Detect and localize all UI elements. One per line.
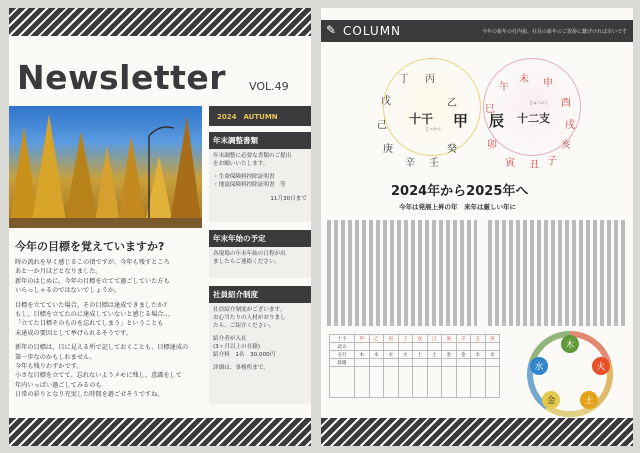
article-heading: 今年の目標を覚えていますか? xyxy=(15,240,165,253)
junishi-label: 十二支 xyxy=(517,112,550,125)
table-row-label: 読み xyxy=(330,343,355,351)
footer-stripe xyxy=(321,418,633,446)
article-line: 目標を立てていた場合、その目標は達成できましたか? xyxy=(15,301,167,309)
table-cell: 金 xyxy=(456,351,471,359)
table-cell: 土 xyxy=(427,351,442,359)
section-line: 紹介料 1名 30,000円 xyxy=(213,352,276,358)
junishi-char: 子 xyxy=(547,156,557,167)
table-cell: 癸 xyxy=(485,335,500,343)
jikkan-char: 己 xyxy=(377,120,387,131)
junishi-reading: じゅうにし xyxy=(529,100,549,105)
autumn-ginkgo-photo xyxy=(9,106,202,228)
article-line: もし、目標を立てたのに達成していないと感じる場合… xyxy=(15,311,170,319)
year-end-adjustment-section xyxy=(209,132,311,222)
junishi-char: 卯 xyxy=(487,140,497,151)
wood-label: 木 xyxy=(565,340,575,351)
newsletter-title: Newsletter xyxy=(17,58,227,97)
section-title: 年末調整書類 xyxy=(209,132,311,149)
table-row-label: 五行 xyxy=(330,351,355,359)
jikkan-char: 丁 xyxy=(399,74,409,85)
subheadline: 今年は発展上昇の年 来年は厳しい年に xyxy=(399,203,516,211)
jikkan-reading: じっかん xyxy=(425,126,441,131)
column-caption: 今年の新年の社内報、社長の新年のご挨拶に繋げければ幸いです xyxy=(481,29,627,35)
column-title: COLUMN xyxy=(343,24,402,38)
jikkan-char: 辛 xyxy=(405,158,415,169)
fire-node xyxy=(592,357,610,375)
section-line: 年末調整に必要な書類のご提出 xyxy=(213,153,292,159)
article-line: 今年も残りわずかです。 xyxy=(15,363,83,371)
section-line: 紹介者が入社 xyxy=(213,336,247,342)
section-line: をお願いいたします。 xyxy=(213,161,269,167)
article-line: 時の流れを早く感じるこの頃ですが、今年も残すところ xyxy=(15,259,170,266)
article-body xyxy=(15,258,205,400)
junishi-char: 亥 xyxy=(561,140,571,151)
water-label: 水 xyxy=(534,362,544,373)
table-cell: 庚 xyxy=(442,335,457,343)
junishi-char: 未 xyxy=(519,74,529,85)
junishi-char: 戌 xyxy=(565,120,575,131)
column-page xyxy=(321,8,633,446)
footer-stripe xyxy=(9,418,311,446)
junishi-char: 酉 xyxy=(561,98,571,109)
section-line: 詳細は、事務所まで。 xyxy=(213,365,269,371)
fire-label: 火 xyxy=(596,362,606,373)
junishi-year-char: 辰 xyxy=(489,112,505,130)
junishi-char: 午 xyxy=(499,82,509,93)
jikkan-char: 戊 xyxy=(381,96,391,107)
earth-label: 土 xyxy=(584,396,594,407)
jikkan-char: 乙 xyxy=(447,98,457,109)
article-line: いらっしゃるのではないでしょうか。 xyxy=(15,287,121,295)
headline: 2024年から2025年へ xyxy=(391,184,529,199)
section-line: お心当たりの人材がおりまし xyxy=(213,315,286,321)
junishi-char: 丑 xyxy=(529,160,539,171)
table-cell: 水 xyxy=(471,351,486,359)
table-cell: 木 xyxy=(369,351,384,359)
table-cell: 丙 xyxy=(384,335,399,343)
jikkan-char: 庚 xyxy=(383,144,393,155)
table-cell: 己 xyxy=(427,335,442,343)
section-body xyxy=(209,247,311,269)
table-cell: 甲 xyxy=(355,335,370,343)
table-cell: 金 xyxy=(442,351,457,359)
table-cell: 壬 xyxy=(471,335,486,343)
section-body xyxy=(209,303,311,375)
table-row-label: 陰陽 xyxy=(330,359,355,367)
jikkan-table xyxy=(329,334,500,398)
article-line: 「立てた目標そのものを忘れてしまう」ということも xyxy=(15,320,164,328)
section-line: たら、ご紹介ください。 xyxy=(213,323,275,329)
table-cell: 火 xyxy=(398,351,413,359)
section-line: ましたらご連絡ください。 xyxy=(213,259,281,265)
table-cell: 火 xyxy=(384,351,399,359)
volume-number: VOL.49 xyxy=(249,80,289,93)
column-header xyxy=(321,20,633,42)
junishi-char: 寅 xyxy=(505,158,515,169)
season-label: 2024 AUTUMN xyxy=(217,113,278,121)
jikkan-char: 壬 xyxy=(429,158,439,169)
section-title: 社員紹介制度 xyxy=(209,286,311,303)
metal-node xyxy=(542,391,560,409)
referral-program-section xyxy=(209,286,311,404)
earth-node xyxy=(580,391,598,409)
section-body xyxy=(209,149,311,206)
season-banner xyxy=(209,106,311,126)
article-line: あと一か月ほどとなりました。 xyxy=(15,268,102,276)
article-line: 日常の彩りとなり充実した時間を過ごせそうですね。 xyxy=(15,391,164,399)
article-line: 年内いっぱい過ごしてみるのも xyxy=(15,381,102,389)
table-cell: 丁 xyxy=(398,335,413,343)
header-stripe xyxy=(9,8,311,36)
five-elements-wheel xyxy=(515,326,625,422)
table-cell: 水 xyxy=(485,351,500,359)
section-line: 社員紹介制度がございます。 xyxy=(213,307,286,313)
table-cell: 辛 xyxy=(456,335,471,343)
vertical-body-text xyxy=(327,220,627,332)
water-node xyxy=(530,357,548,375)
section-line: ・地震保険料控除証明書 等 xyxy=(213,182,286,188)
table-cell: 木 xyxy=(355,351,370,359)
jikkan-char: 癸 xyxy=(447,144,457,155)
section-line: ・生命保険料控除証明書 xyxy=(213,174,275,180)
article-line: 第一歩なのかもしれません。 xyxy=(15,353,96,361)
junishi-char: 巳 xyxy=(485,104,495,115)
junishi-char: 申 xyxy=(543,78,553,89)
section-title: 年末年始の予定 xyxy=(209,230,311,247)
new-year-schedule-section xyxy=(209,230,311,278)
table-cell: 戊 xyxy=(413,335,428,343)
table-row-label: 十干 xyxy=(330,335,355,343)
deadline: 11月30日まで xyxy=(270,196,307,202)
table-cell: 土 xyxy=(413,351,428,359)
newsletter-page xyxy=(9,8,311,446)
tree-illustration xyxy=(9,106,202,228)
wood-node xyxy=(561,335,579,353)
article-line: 新年の目標は、目に見える所で記しておくことも、目標達成の xyxy=(15,344,189,352)
metal-label: 金 xyxy=(546,396,556,407)
section-line: (3ヶ月以上の在籍) xyxy=(213,344,261,350)
pencil-icon: ✎ xyxy=(326,23,337,37)
section-line: 各現場の年末年始の日程が出 xyxy=(213,251,286,257)
article-line: 小さな目標を立てて、忘れないようメモに残し、意識をして xyxy=(15,372,182,380)
jikkan-label: 十干 xyxy=(409,112,434,126)
table-cell: 乙 xyxy=(369,335,384,343)
article-line: 新年のはじめに、今年の目標を立てて過ごしていた方も xyxy=(15,277,170,285)
jikkan-year-char: 甲 xyxy=(453,112,469,130)
article-line: 未達成の要因として挙げられるそうです。 xyxy=(15,329,133,337)
jikkan-char: 丙 xyxy=(425,74,435,85)
